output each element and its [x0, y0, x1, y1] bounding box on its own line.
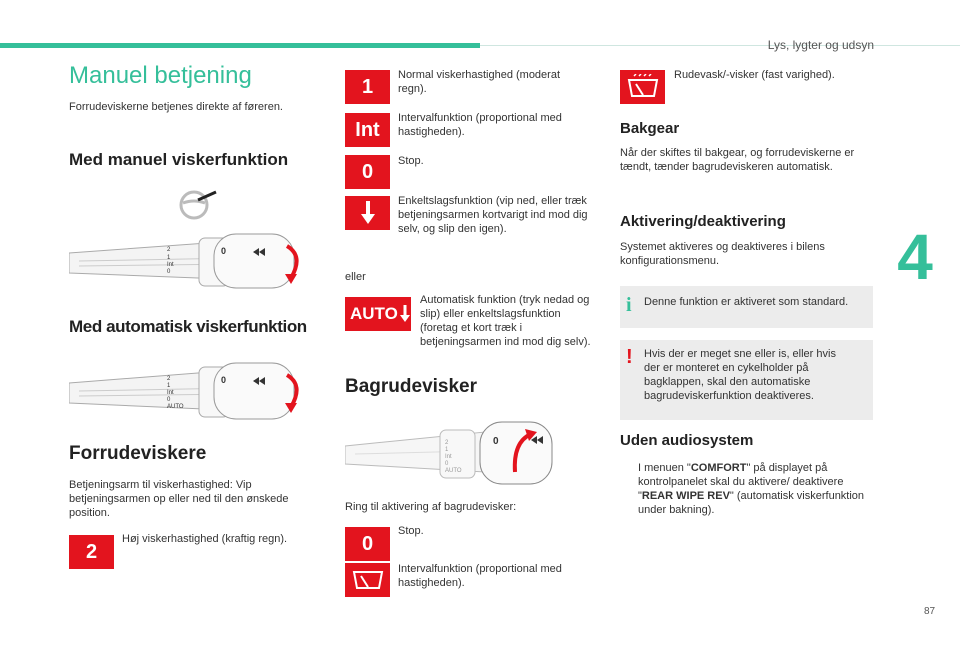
- desc-interval: Intervalfunktion (proportional med hastigheden).: [398, 112, 562, 138]
- arrow-down-icon: [361, 201, 375, 225]
- heading-rear-wiper: Bagrudevisker: [345, 376, 478, 397]
- svg-text:0: 0: [167, 269, 171, 275]
- svg-text:2: 2: [167, 247, 171, 253]
- comfort-label: COMFORT: [690, 462, 747, 474]
- heading-front-wipers: Forrudeviskere: [69, 443, 207, 464]
- heading-manual-wiper: Med manuel viskerfunktion: [69, 150, 289, 169]
- chapter-title: Lys, lygter og udsyn: [767, 38, 874, 52]
- heading-reverse: Bakgear: [620, 120, 680, 137]
- badge-rear-wash: [620, 70, 665, 104]
- svg-text:AUTO: AUTO: [445, 468, 462, 474]
- badge-rear-interval: [345, 563, 390, 597]
- desc-single-wipe: Enkeltslagsfunktion (vip ned, eller træk betjeningsarmen kortvarigt ind mod dig selv, og slip den igen).: [398, 195, 588, 235]
- warning-text: Hvis der er meget sne eller is, eller hvis der er monteret en cykelholder på bagklappen, skal den automatiske bagrudeviskerfunktion deaktiveres.: [644, 348, 836, 402]
- svg-text:Int: Int: [445, 454, 452, 460]
- heading-no-audio: Uden audiosystem: [620, 432, 754, 449]
- page-title: Manuel betjening: [69, 62, 252, 89]
- svg-text:0: 0: [445, 461, 449, 467]
- header-rule: [480, 45, 960, 46]
- badge-single-wipe: [345, 196, 390, 230]
- rear-wiper-icon: [351, 568, 385, 592]
- svg-text:1: 1: [445, 447, 449, 453]
- heading-auto-wiper: Med automatisk viskerfunktion: [69, 317, 307, 336]
- info-box: [620, 286, 873, 328]
- badge-speed-2: 2: [69, 535, 114, 569]
- svg-text:0: 0: [221, 246, 227, 256]
- badge-interval: Int: [345, 113, 390, 147]
- wiper-stalk-manual-illustration: [69, 228, 319, 292]
- reverse-text: Når der skiftes til bakgear, og forrudeviskerne er tændt, tænder bagrudeviskeren automatisk.: [620, 147, 855, 173]
- rear-wash-icon: [626, 74, 660, 100]
- wiper-stalk-auto-illustration: [69, 355, 319, 423]
- no-audio-text: [638, 461, 876, 517]
- front-wipers-text: Betjeningsarm til viskerhastighed: Vip betjeningsarmen op eller ned til den ønskede position.: [69, 479, 289, 519]
- rear-wiper-stalk-illustration: [345, 412, 555, 488]
- svg-text:2: 2: [167, 376, 171, 382]
- desc-stop: Stop.: [398, 155, 424, 167]
- badge-auto-label: AUTO: [350, 304, 398, 323]
- activation-text: Systemet aktiveres og deaktiveres i bilens konfigurationsmenu.: [620, 241, 825, 267]
- badge-speed-1: 1: [345, 70, 390, 104]
- steering-wheel-icon: [176, 190, 218, 220]
- desc-rear-interval: Intervalfunktion (proportional med hastigheden).: [398, 563, 562, 589]
- desc-speed-2: Høj viskerhastighed (kraftig regn).: [122, 533, 288, 545]
- header-accent-bar: [0, 43, 480, 48]
- info-text: Denne funktion er aktiveret som standard.: [644, 296, 849, 308]
- ring-text: Ring til aktivering af bagrudevisker:: [345, 501, 517, 513]
- desc-rear-wash: Rudevask/-visker (fast varighed).: [674, 69, 835, 81]
- page-number: 87: [924, 606, 936, 617]
- svg-text:0: 0: [493, 436, 499, 447]
- or-text: eller: [345, 271, 366, 283]
- badge-auto: [345, 297, 411, 331]
- svg-text:0: 0: [221, 375, 227, 385]
- no-audio-text-part: " på displayet på kontrolpanelet skal du aktivere/ deaktivere ": [638, 462, 844, 502]
- svg-text:Int: Int: [167, 262, 174, 268]
- svg-text:Int: Int: [167, 390, 174, 396]
- badge-rear-stop: 0: [345, 527, 390, 561]
- desc-speed-1: Normal viskerhastighed (moderat regn).: [398, 69, 561, 95]
- intro-text: Forrudeviskerne betjenes direkte af føreren.: [69, 101, 283, 113]
- rear-wipe-rev-label: REAR WIPE REV: [641, 490, 730, 502]
- badge-stop: 0: [345, 155, 390, 189]
- svg-text:0: 0: [167, 397, 171, 403]
- warning-box: [620, 340, 873, 420]
- warning-icon: !: [626, 346, 633, 368]
- no-audio-text-part: " (automatisk viskerfunktion under bakning).: [638, 490, 865, 516]
- chapter-number: 4: [897, 221, 933, 293]
- no-audio-text-part: I menuen ": [638, 462, 691, 474]
- svg-text:AUTO: AUTO: [167, 404, 184, 410]
- desc-auto: Automatisk funktion (tryk nedad og slip) eller enkeltslagsfunktion (foretag et kort træk i betjeningsarmen ind mod dig selv).: [420, 294, 591, 348]
- info-icon: i: [626, 294, 632, 316]
- desc-rear-stop: Stop.: [398, 525, 424, 537]
- heading-activation: Aktivering/deaktivering: [620, 213, 786, 230]
- arrow-down-icon: [400, 305, 410, 323]
- svg-text:1: 1: [167, 255, 171, 261]
- svg-text:1: 1: [167, 383, 171, 389]
- svg-text:2: 2: [445, 440, 449, 446]
